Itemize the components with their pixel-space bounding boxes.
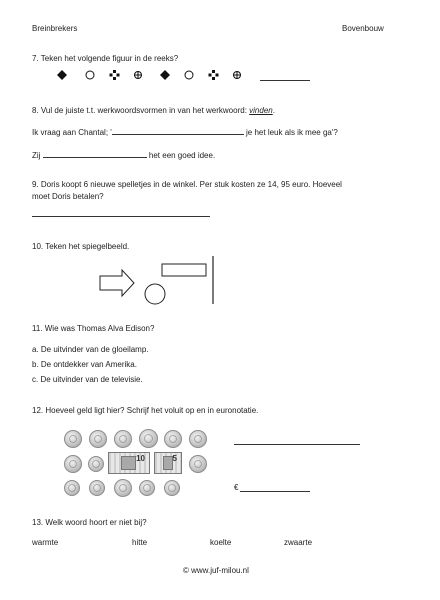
answer-option-b[interactable]: b. De ontdekker van Amerika. xyxy=(32,360,137,369)
banknote xyxy=(108,452,150,474)
answer-line-q9[interactable] xyxy=(32,216,210,217)
coin xyxy=(164,430,182,448)
question-9-line-1: 9. Doris koopt 6 nieuwe spelletjes in de winkel. Per stuk kosten ze 14, 95 euro. Hoeveel xyxy=(32,180,342,189)
coin xyxy=(89,480,105,496)
q8-line1-after: je het leuk als ik mee ga'? xyxy=(243,128,338,137)
coin xyxy=(139,480,155,496)
question-11: 11. Wie was Thomas Alva Edison? xyxy=(32,324,155,333)
open-circle-1 xyxy=(86,71,94,79)
banknote xyxy=(154,452,182,474)
answer-line-q12-euro[interactable] xyxy=(240,491,310,492)
answer-option-a[interactable]: a. De uitvinder van de gloeilamp. xyxy=(32,345,149,354)
question-10: 10. Teken het spiegelbeeld. xyxy=(32,242,130,251)
banknote-value: 10 xyxy=(136,454,145,463)
footer-copyright: © www.juf-milou.nl xyxy=(183,566,249,575)
answer-blank-q8-1[interactable] xyxy=(112,126,244,135)
coin xyxy=(89,430,107,448)
header-left: Breinbrekers xyxy=(32,24,78,33)
four-dots-1 xyxy=(110,70,120,80)
coin xyxy=(189,430,207,448)
q8-line2-before: Zij xyxy=(32,151,43,160)
question-8-end: . xyxy=(272,106,275,115)
word-option[interactable]: warmte xyxy=(32,538,59,547)
q8-line2-after: het een goed idee. xyxy=(146,151,216,160)
coin xyxy=(114,430,132,448)
q8-line1-before: Ik vraag aan Chantal; ' xyxy=(32,128,112,137)
q8-line-1 xyxy=(32,126,338,138)
question-12: 12. Hoeveel geld ligt hier? Schrijf het voluit op en in euronotatie. xyxy=(32,406,259,415)
coin xyxy=(88,456,104,472)
arrow-shape xyxy=(100,270,134,296)
rectangle-shape xyxy=(162,264,206,276)
coin xyxy=(114,479,132,497)
open-circle-2 xyxy=(185,71,193,79)
question-8-verb: vinden xyxy=(249,106,273,115)
word-option[interactable]: zwaarte xyxy=(284,538,313,547)
coin xyxy=(64,430,82,448)
coin xyxy=(189,455,207,473)
coin xyxy=(64,480,80,496)
answer-blank-q8-2[interactable] xyxy=(43,149,147,158)
answer-line-q7[interactable] xyxy=(260,80,310,81)
shape-sequence xyxy=(50,66,280,86)
question-7: 7. Teken het volgende figuur in de reeks? xyxy=(32,54,179,63)
banknote-value: 5 xyxy=(172,454,177,463)
coin xyxy=(64,455,82,473)
mirror-figure xyxy=(96,254,226,308)
question-9-line-2: moet Doris betalen? xyxy=(32,192,104,201)
question-8 xyxy=(32,106,275,116)
filled-diamond-1 xyxy=(57,70,67,80)
header-right: Bovenbouw xyxy=(342,24,384,33)
question-8-text: 8. Vul de juiste t.t. werkwoordsvormen in van het werkwoord: xyxy=(32,106,250,115)
word-option[interactable]: hitte xyxy=(132,538,148,547)
coin xyxy=(139,429,158,448)
four-dots-2 xyxy=(209,70,219,80)
word-option[interactable]: koelte xyxy=(210,538,232,547)
euro-sign: € xyxy=(234,483,239,492)
q8-line-2 xyxy=(32,149,215,161)
cross-shape-2 xyxy=(233,71,241,79)
cross-shape-1 xyxy=(134,71,142,79)
coin xyxy=(164,480,180,496)
circle-shape xyxy=(145,284,165,304)
answer-line-q12-words[interactable] xyxy=(234,444,360,445)
question-13: 13. Welk woord hoort er niet bij? xyxy=(32,518,147,527)
answer-option-c[interactable]: c. De uitvinder van de televisie. xyxy=(32,375,143,384)
filled-diamond-2 xyxy=(160,70,170,80)
